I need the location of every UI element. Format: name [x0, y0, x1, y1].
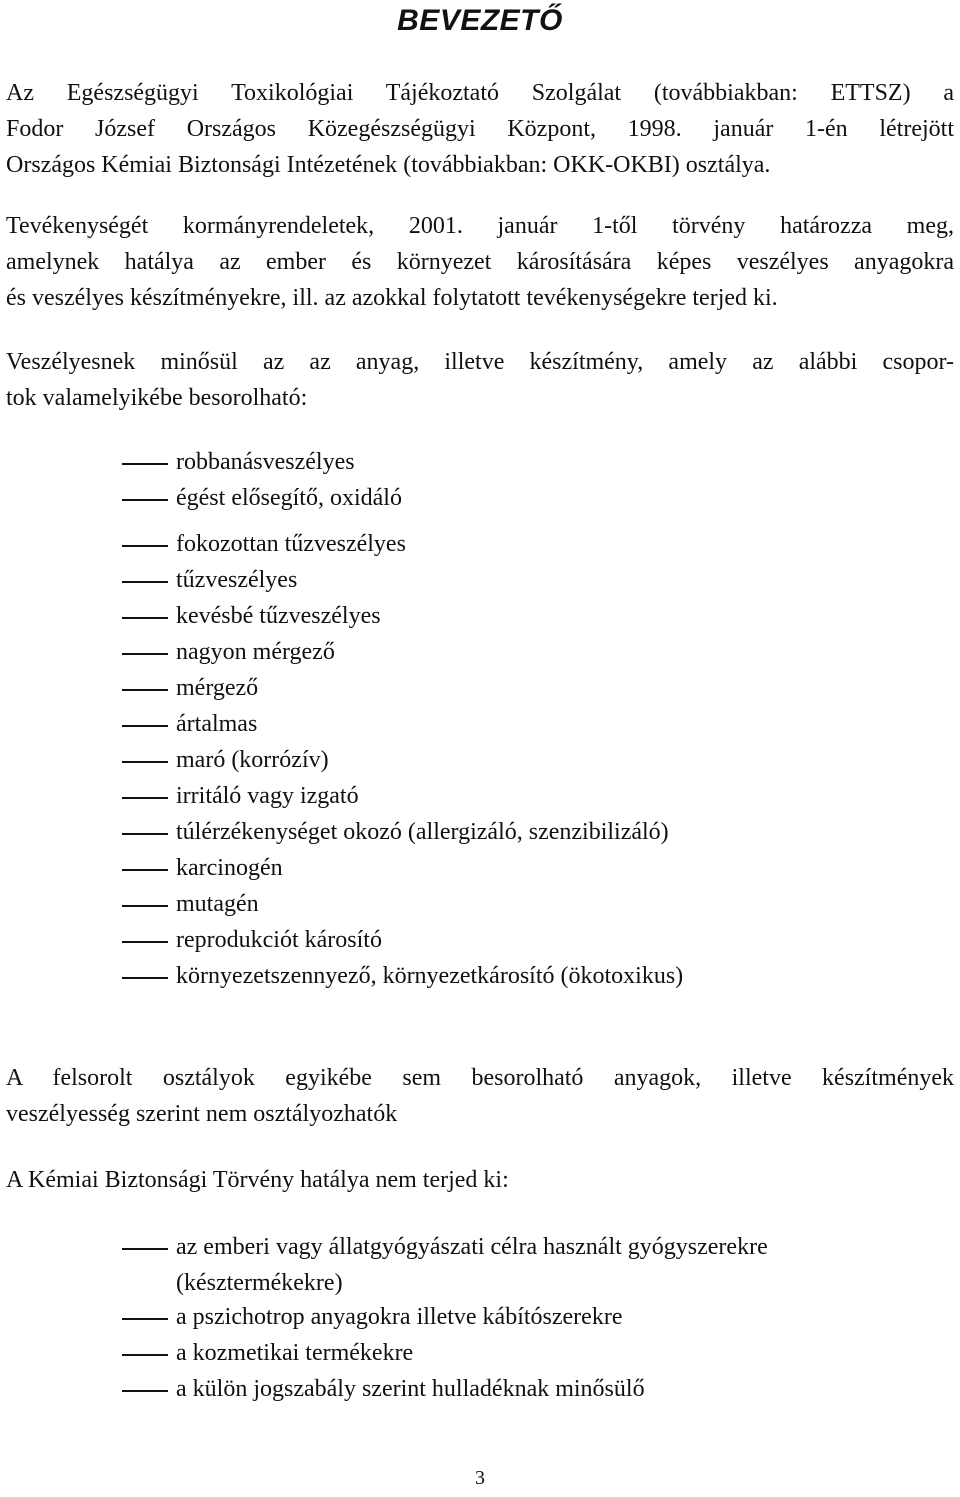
scope-intro-line: A Kémiai Biztonsági Törvény hatálya nem terjed ki: [6, 1167, 509, 1193]
intro-line: Az Egészségügyi Toxikológiai Tájékoztató Szolgálat (továbbiakban: ETTSZ) a [6, 80, 954, 106]
list-item-text: túlérzékenységet okozó (allergizáló, szenzibilizáló) [176, 819, 669, 845]
dash-bullet [122, 761, 168, 763]
dash-bullet [122, 833, 168, 835]
dash-bullet [122, 499, 168, 501]
list-item-text: ártalmas [176, 711, 258, 737]
list-item-text: robbanásveszélyes [176, 449, 355, 475]
list-item [0, 1229, 960, 1299]
list-item [0, 1299, 960, 1335]
hazard-list-group-a [0, 444, 960, 516]
activity-line: Tevékenységét kormányrendeletek, 2001. január 1-től törvény határozza meg, [6, 213, 954, 239]
list-item-text: a külön jogszabály szerint hulladéknak minősülő [176, 1376, 645, 1402]
hazard-intro-line: Veszélyesnek minősül az az anyag, illetve készítmény, amely az alábbi csopor- [6, 349, 954, 375]
intro-line: Fodor József Országos Közegészségügyi Központ, 1998. január 1-én létrejött [6, 116, 954, 142]
list-item [0, 444, 960, 480]
unclassified-line: A felsorolt osztályok egyikébe sem besorolható anyagok, illetve készítmények [6, 1065, 954, 1091]
hazard-list-group-b [0, 526, 960, 994]
dash-bullet [122, 977, 168, 979]
dash-bullet [122, 545, 168, 547]
dash-bullet [122, 653, 168, 655]
list-item [0, 670, 960, 706]
dash-bullet [122, 905, 168, 907]
dash-bullet [122, 725, 168, 727]
list-item-text: a kozmetikai termékekre [176, 1340, 414, 1366]
list-item-text: nagyon mérgező [176, 639, 335, 665]
exclusion-list [0, 1229, 960, 1407]
list-item-text: reprodukciót károsító [176, 927, 382, 953]
dash-bullet [122, 581, 168, 583]
list-item-text-continuation: (késztermékekre) [176, 1270, 343, 1296]
activity-paragraph [6, 208, 954, 316]
list-item-text: kevésbé tűzveszélyes [176, 603, 381, 629]
list-item-text: tűzveszélyes [176, 567, 298, 593]
list-item-text: mutagén [176, 891, 259, 917]
list-item [0, 742, 960, 778]
list-item-text: környezetszennyező, környezetkárosító (ökotoxikus) [176, 963, 684, 989]
list-item-text: irritáló vagy izgató [176, 783, 359, 809]
list-item-text: égést elősegítő, oxidáló [176, 485, 402, 511]
intro-line: Országos Kémiai Biztonsági Intézetének (továbbiakban: OKK-OKBI) osztálya. [6, 152, 771, 178]
dash-bullet [122, 617, 168, 619]
dash-bullet [122, 1248, 168, 1250]
unclassified-line: veszélyesség szerint nem osztályozhatók [6, 1101, 398, 1127]
dash-bullet [122, 1354, 168, 1356]
list-item [0, 598, 960, 634]
list-item [0, 850, 960, 886]
list-item-text: az emberi vagy állatgyógyászati célra használt gyógyszerekre [176, 1234, 768, 1260]
list-item [0, 886, 960, 922]
dash-bullet [122, 869, 168, 871]
list-item [0, 922, 960, 958]
dash-bullet [122, 463, 168, 465]
page-title: BEVEZETŐ [397, 4, 563, 37]
list-item [0, 706, 960, 742]
intro-paragraph [6, 75, 954, 183]
list-item [0, 634, 960, 670]
list-item-text: a pszichotrop anyagokra illetve kábítószerekre [176, 1304, 623, 1330]
dash-bullet [122, 1318, 168, 1320]
list-item-text: karcinogén [176, 855, 283, 881]
list-item [0, 958, 960, 994]
dash-bullet [122, 1390, 168, 1392]
list-item [0, 814, 960, 850]
dash-bullet [122, 689, 168, 691]
list-item [0, 1335, 960, 1371]
list-item-text: mérgező [176, 675, 259, 701]
hazard-intro-line: tok valamelyikébe besorolható: [6, 385, 308, 411]
list-item [0, 480, 960, 516]
list-item-text: fokozottan tűzveszélyes [176, 531, 406, 557]
unclassified-paragraph [6, 1060, 954, 1132]
list-item [0, 1371, 960, 1407]
list-item-text: maró (korrózív) [176, 747, 329, 773]
dash-bullet [122, 941, 168, 943]
activity-line: és veszélyes készítményekre, ill. az azokkal folytatott tevékenységekre terjed ki. [6, 285, 778, 311]
scope-intro-paragraph [6, 1162, 954, 1198]
dash-bullet [122, 797, 168, 799]
list-item [0, 562, 960, 598]
list-item [0, 778, 960, 814]
list-item [0, 526, 960, 562]
activity-line: amelynek hatálya az ember és környezet károsítására képes veszélyes anyagokra [6, 249, 954, 275]
hazard-intro-paragraph [6, 344, 954, 416]
page-number: 3 [475, 1467, 485, 1489]
